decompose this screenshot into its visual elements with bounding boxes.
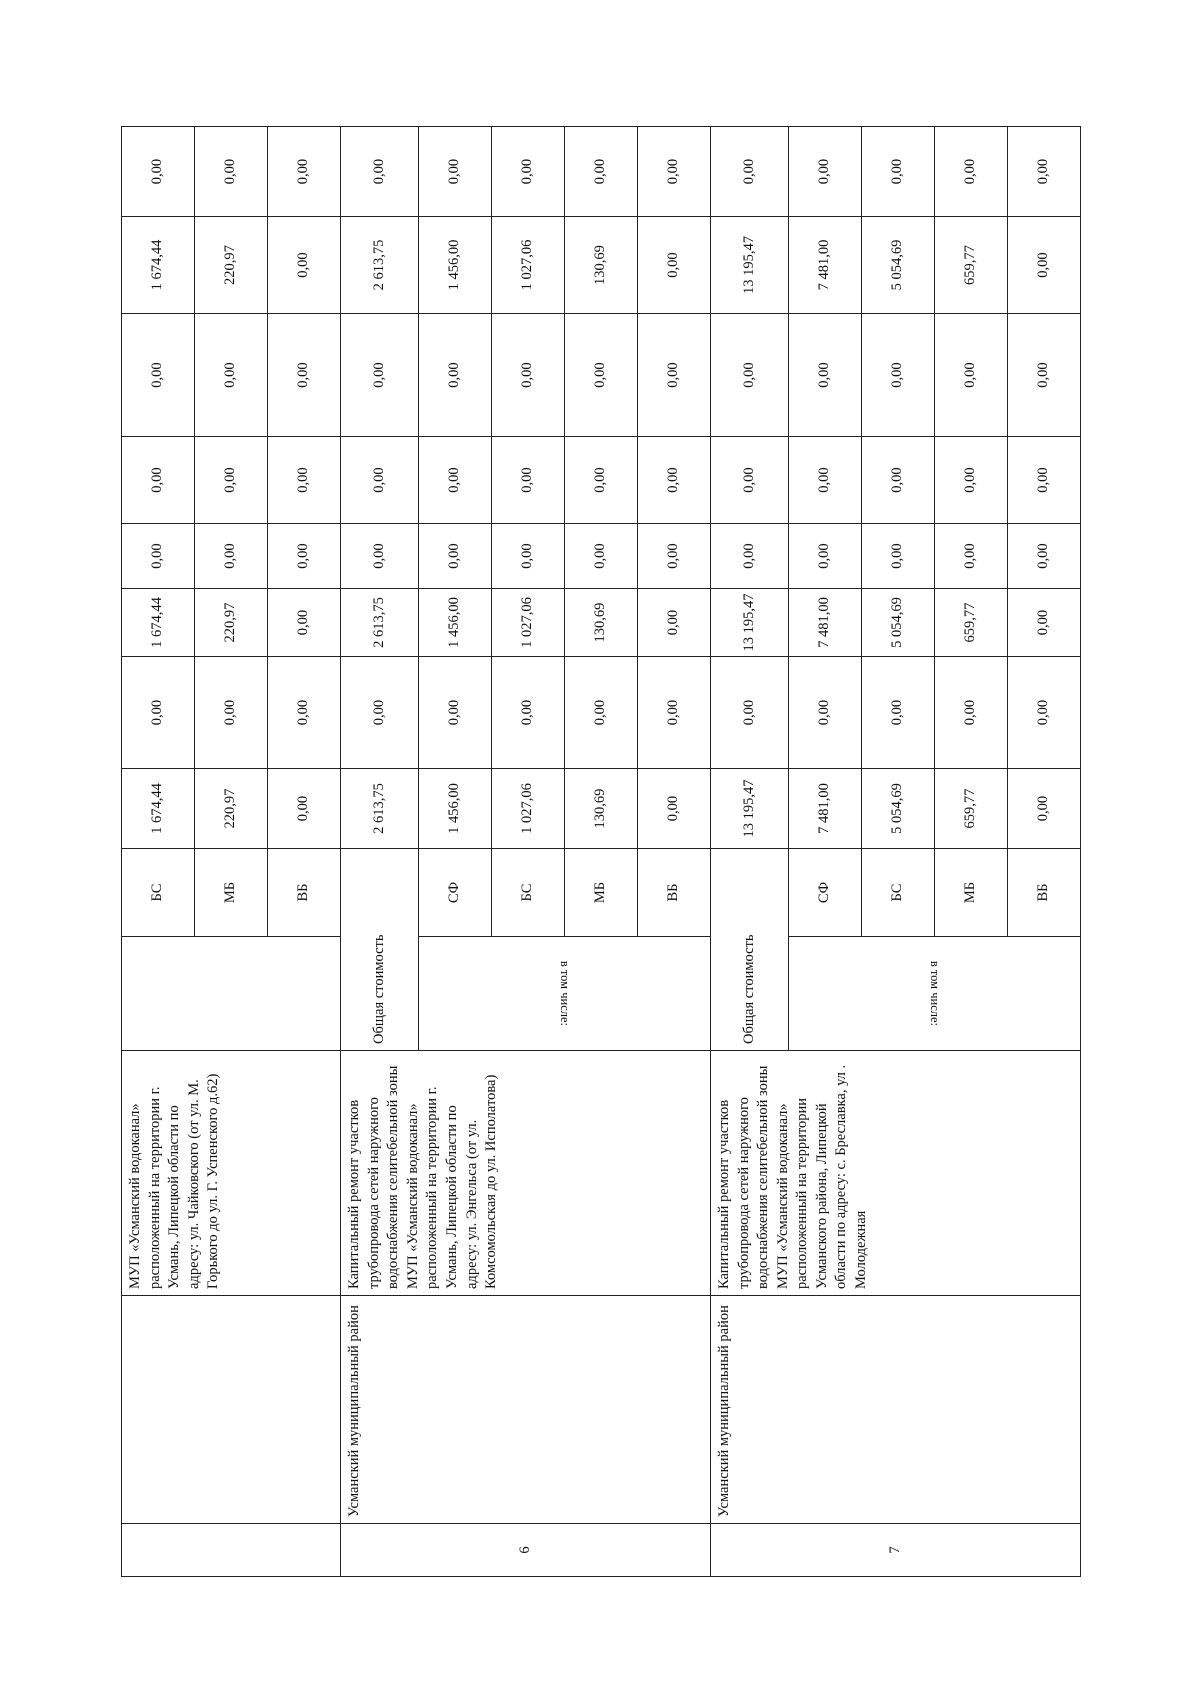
- value-cell: 0,00: [195, 437, 268, 524]
- value-cell: 0,00: [122, 657, 195, 769]
- row-number: 7: [711, 1524, 1081, 1577]
- value-cell: 0,00: [1007, 524, 1080, 589]
- source-label: БС: [491, 849, 564, 937]
- total-cost-label: Общая стоимость: [711, 849, 789, 1051]
- source-label: СФ: [418, 849, 491, 937]
- value-cell: 0,00: [564, 524, 637, 589]
- value-cell: 0,00: [1007, 127, 1080, 217]
- value-cell: 0,00: [341, 127, 419, 217]
- incl-label: в том числе:: [557, 960, 572, 1027]
- value-cell: 0,00: [418, 127, 491, 217]
- value-cell: 5 054,69: [861, 217, 934, 314]
- value-cell: 1 674,44: [122, 217, 195, 314]
- value-cell: 0,00: [268, 589, 341, 657]
- value-cell: 0,00: [491, 314, 564, 437]
- value-cell: 0,00: [1007, 314, 1080, 437]
- value-cell: 0,00: [788, 657, 861, 769]
- value-cell: 0,00: [341, 437, 419, 524]
- value-cell: 0,00: [418, 657, 491, 769]
- value-cell: 0,00: [861, 437, 934, 524]
- value-cell: 130,69: [564, 217, 637, 314]
- incl-label-cell: [122, 937, 341, 1051]
- source-label: МБ: [934, 849, 1007, 937]
- value-cell: 13 195,47: [711, 769, 789, 849]
- value-cell: 0,00: [122, 127, 195, 217]
- value-cell: 1 674,44: [122, 589, 195, 657]
- source-label: БС: [861, 849, 934, 937]
- value-cell: 0,00: [268, 127, 341, 217]
- value-cell: 1 027,06: [491, 589, 564, 657]
- value-cell: 13 195,47: [711, 217, 789, 314]
- value-cell: 0,00: [637, 217, 710, 314]
- value-cell: 1 027,06: [491, 217, 564, 314]
- value-cell: 13 195,47: [711, 589, 789, 657]
- project-description: Капитальный ремонт участков трубопровода сетей наружного водоснабжения селитебельной зоны МУП «Усманский водоканал» расположенный на территории г. Усмань, Липецкой области по адресу: ул. Энгельса (от ул. Комсомольская до ул. Исполатова): [341, 1051, 711, 1296]
- value-cell: 0,00: [861, 657, 934, 769]
- value-cell: 0,00: [268, 217, 341, 314]
- value-cell: 0,00: [788, 524, 861, 589]
- value-cell: 0,00: [491, 657, 564, 769]
- project-description: Капитальный ремонт участков трубопровода сетей наружного водоснабжения селитебельной зоны МУП «Усманский водоканал» расположенный на территории Усманского района, Липецкой области по адресу: с. Бреславка, ул . Молодежная: [711, 1051, 1081, 1296]
- value-cell: 7 481,00: [788, 217, 861, 314]
- value-cell: 0,00: [268, 314, 341, 437]
- value-cell: 0,00: [1007, 217, 1080, 314]
- value-cell: 220,97: [195, 769, 268, 849]
- value-cell: 0,00: [711, 437, 789, 524]
- value-cell: 0,00: [268, 524, 341, 589]
- value-cell: 0,00: [637, 437, 710, 524]
- project-description: МУП «Усманский водоканал» расположенный на территории г. Усмань, Липецкой области по адресу: ул. Чайковского (от ул. М. Горького до ул. Г. Успенского д.62): [122, 1051, 341, 1296]
- value-cell: 0,00: [934, 657, 1007, 769]
- value-cell: 0,00: [637, 127, 710, 217]
- district-name: Усманский муниципальный район: [711, 1296, 1081, 1524]
- value-cell: 0,00: [564, 437, 637, 524]
- value-cell: 0,00: [637, 769, 710, 849]
- value-cell: 0,00: [788, 314, 861, 437]
- table-row: [122, 127, 195, 1577]
- district-name: Усманский муниципальный район: [341, 1296, 711, 1524]
- value-cell: 0,00: [934, 314, 1007, 437]
- value-cell: 0,00: [122, 524, 195, 589]
- value-cell: 0,00: [934, 524, 1007, 589]
- value-cell: 0,00: [564, 657, 637, 769]
- value-cell: 0,00: [1007, 769, 1080, 849]
- value-cell: 0,00: [195, 127, 268, 217]
- value-cell: 659,77: [934, 217, 1007, 314]
- value-cell: 7 481,00: [788, 769, 861, 849]
- value-cell: 0,00: [788, 127, 861, 217]
- source-label: ВБ: [637, 849, 710, 937]
- value-cell: 0,00: [268, 437, 341, 524]
- value-cell: 0,00: [1007, 657, 1080, 769]
- value-cell: 0,00: [934, 127, 1007, 217]
- value-cell: 0,00: [1007, 589, 1080, 657]
- row-number: 6: [341, 1524, 711, 1577]
- value-cell: 0,00: [711, 524, 789, 589]
- value-cell: 130,69: [564, 589, 637, 657]
- value-cell: 0,00: [341, 314, 419, 437]
- value-cell: 0,00: [195, 314, 268, 437]
- table-row: [341, 127, 419, 1577]
- source-label: СФ: [788, 849, 861, 937]
- value-cell: 0,00: [418, 524, 491, 589]
- value-cell: 1 456,00: [418, 589, 491, 657]
- value-cell: 5 054,69: [861, 769, 934, 849]
- value-cell: 5 054,69: [861, 589, 934, 657]
- value-cell: 0,00: [637, 589, 710, 657]
- value-cell: 0,00: [418, 314, 491, 437]
- value-cell: 0,00: [711, 127, 789, 217]
- value-cell: 0,00: [637, 657, 710, 769]
- value-cell: 0,00: [861, 127, 934, 217]
- value-cell: 1 674,44: [122, 769, 195, 849]
- value-cell: 1 456,00: [418, 217, 491, 314]
- value-cell: 0,00: [268, 657, 341, 769]
- source-label: МБ: [195, 849, 268, 937]
- value-cell: 0,00: [637, 314, 710, 437]
- value-cell: 0,00: [418, 437, 491, 524]
- incl-label-cell: [788, 937, 1080, 1051]
- value-cell: 0,00: [341, 657, 419, 769]
- value-cell: 0,00: [934, 437, 1007, 524]
- value-cell: 0,00: [122, 437, 195, 524]
- value-cell: 0,00: [195, 657, 268, 769]
- value-cell: 0,00: [564, 127, 637, 217]
- value-cell: 2 613,75: [341, 589, 419, 657]
- value-cell: 0,00: [268, 769, 341, 849]
- total-cost-label: Общая стоимость: [341, 849, 419, 1051]
- value-cell: 659,77: [934, 589, 1007, 657]
- incl-label: в том числе:: [927, 960, 942, 1027]
- source-label: ВБ: [268, 849, 341, 937]
- value-cell: 0,00: [122, 314, 195, 437]
- district-cell: [122, 1296, 341, 1524]
- value-cell: 0,00: [861, 314, 934, 437]
- value-cell: 0,00: [711, 657, 789, 769]
- rotated-page: [121, 127, 1081, 1577]
- value-cell: 1 027,06: [491, 769, 564, 849]
- value-cell: 7 481,00: [788, 589, 861, 657]
- budget-table: [121, 126, 1081, 1577]
- value-cell: 0,00: [637, 524, 710, 589]
- value-cell: 0,00: [861, 524, 934, 589]
- value-cell: 130,69: [564, 769, 637, 849]
- value-cell: 0,00: [564, 314, 637, 437]
- value-cell: 0,00: [341, 524, 419, 589]
- value-cell: 0,00: [1007, 437, 1080, 524]
- source-label: МБ: [564, 849, 637, 937]
- value-cell: 2 613,75: [341, 769, 419, 849]
- value-cell: 0,00: [788, 437, 861, 524]
- source-label: БС: [122, 849, 195, 937]
- value-cell: 2 613,75: [341, 217, 419, 314]
- value-cell: 0,00: [195, 524, 268, 589]
- row-number-cell: [122, 1524, 341, 1577]
- source-label: ВБ: [1007, 849, 1080, 937]
- value-cell: 1 456,00: [418, 769, 491, 849]
- value-cell: 0,00: [491, 127, 564, 217]
- value-cell: 659,77: [934, 769, 1007, 849]
- value-cell: 0,00: [711, 314, 789, 437]
- value-cell: 220,97: [195, 217, 268, 314]
- value-cell: 220,97: [195, 589, 268, 657]
- value-cell: 0,00: [491, 524, 564, 589]
- value-cell: 0,00: [491, 437, 564, 524]
- incl-label-cell: [418, 937, 710, 1051]
- table-row: [711, 127, 789, 1577]
